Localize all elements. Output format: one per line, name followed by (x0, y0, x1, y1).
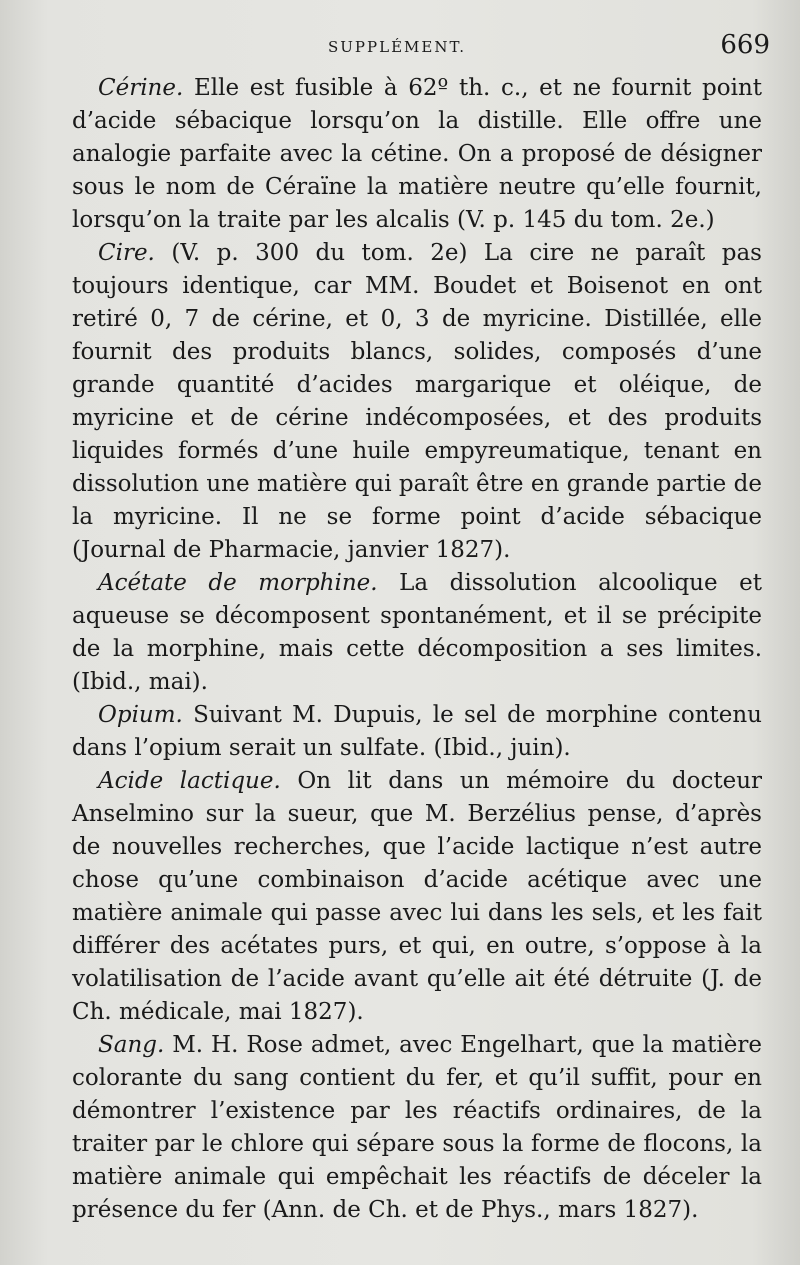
entry-term: Acide lactique. (98, 768, 281, 794)
entry-text: La dissolution alcoolique et aqueuse se décomposent spontanément, et il se précipite de la morphine, mais cette décomposition a ses limites. (Ibid., mai). (72, 570, 762, 695)
entry-term: Sang. (98, 1032, 165, 1058)
paragraph-acetate-de-morphine (72, 567, 762, 699)
entry-text: (V. p. 300 du tom. 2e) La cire ne paraît pas toujours identique, car MM. Boudet et Boisenot en ont retiré 0, 7 de cérine, et 0, 3 de myricine. Distillée, elle fournit des produits blancs, solides, composés d’une grande quantité d’acides margarique et oléique, de myricine et de cérine indécomposées, et des produits liquides formés d’une huile empyreumatique, tenant en dissolution une matière qui paraît être en grande partie de la myricine. Il ne se forme point d’acide sébacique (Journal de Pharmacie, janvier 1827). (72, 240, 762, 563)
page-body (72, 72, 762, 1227)
entry-term: Acétate de morphine. (98, 570, 378, 596)
entry-term: Cire. (98, 240, 155, 266)
entry-term: Cérine. (98, 75, 184, 101)
page-number: 669 (720, 30, 770, 60)
entry-text: Elle est fusible à 62º th. c., et ne fournit point d’acide sébacique lorsqu’on la distille. Elle offre une analogie parfaite avec la cétine. On a proposé de désigner sous le nom de Céraïne la matière neutre qu’elle fournit, lorsqu’on la traite par les alcalis (V. p. 145 du tom. 2e.) (72, 75, 762, 233)
entry-text: Suivant M. Dupuis, le sel de morphine contenu dans l’opium serait un sulfate. (Ibid., juin). (72, 702, 762, 761)
running-head: SUPPLÉMENT. (328, 38, 467, 56)
paragraph-cerine (72, 72, 762, 237)
entry-text: On lit dans un mémoire du docteur Anselmino sur la sueur, que M. Berzélius pense, d’après de nouvelles recherches, que l’acide lactique n’est autre chose qu’une combinaison d’acide acétique avec une matière animale qui passe avec lui dans les sels, et les fait différer des acétates purs, et qui, en outre, s’oppose à la volatilisation de l’acide avant qu’elle ait été détruite (J. de Ch. médicale, mai 1827). (72, 768, 763, 1025)
entry-term: Opium. (98, 702, 183, 728)
paragraph-cire (72, 237, 762, 567)
paragraph-acide-lactique (72, 765, 762, 1029)
page-header (60, 30, 770, 66)
entry-text: M. H. Rose admet, avec Engelhart, que la matière colorante du sang contient du fer, et qu’il suffit, pour en démontrer l’existence par les réactifs ordinaires, de la traiter par le chlore qui sépare sous la forme de flocons, la matière animale qui empêchait les réactifs de déceler la présence du fer (Ann. de Ch. et de Phys., mars 1827). (72, 1032, 762, 1223)
paragraph-opium (72, 699, 762, 765)
paragraph-sang (72, 1029, 762, 1227)
